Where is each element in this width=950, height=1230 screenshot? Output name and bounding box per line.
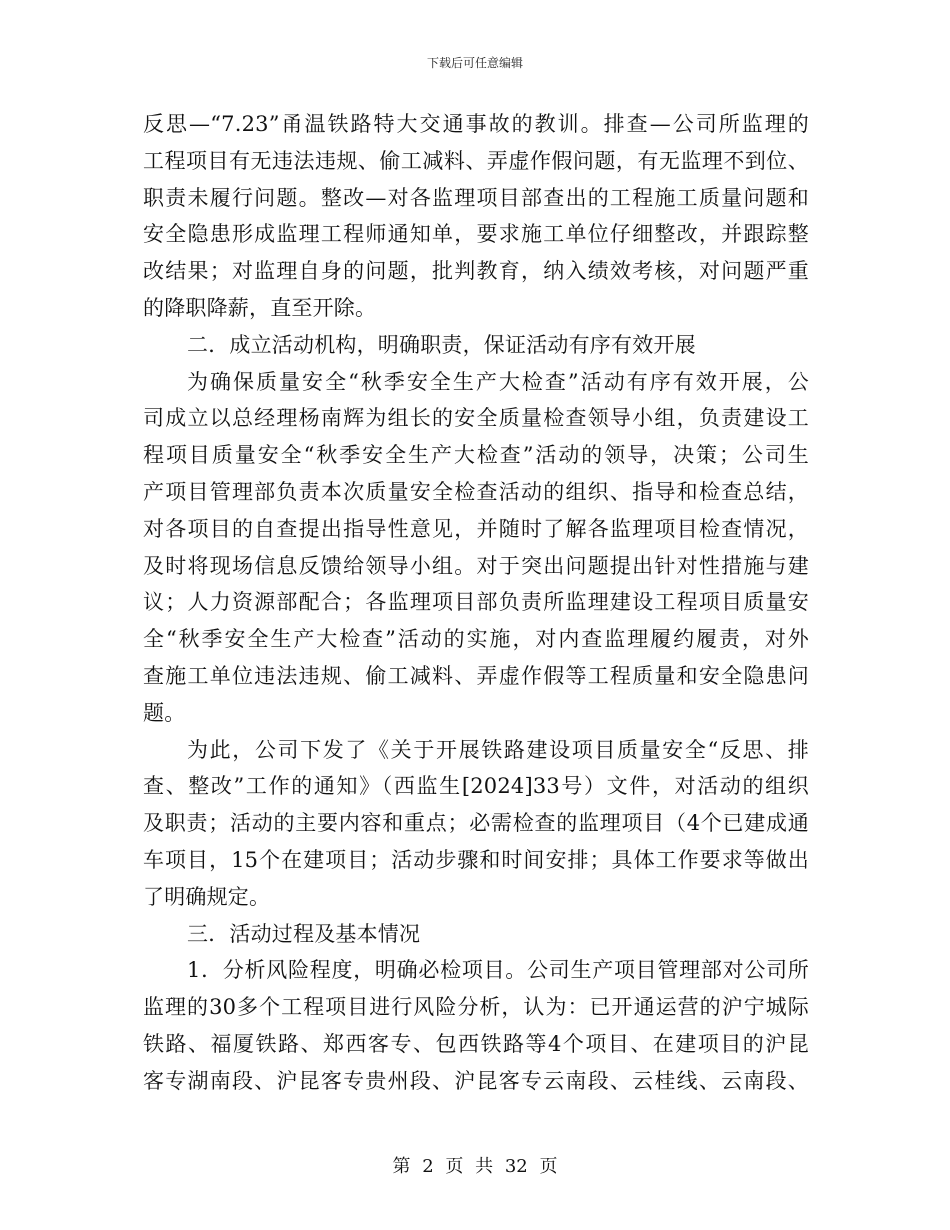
text-line: 对各项目的自查提出指导性意见，并随时了解各监理项目检查情况， — [143, 516, 809, 541]
text-line: 工程项目有无违法违规、偷工减料、弄虚作假问题，有无监理不到位、 — [143, 148, 809, 173]
text-line: 的降职降薪，直至开除。 — [143, 295, 377, 320]
text-line: 为确保质量安全“秋季安全生产大检查”活动有序有效开展，公 — [187, 369, 809, 394]
text-line: 客专湖南段、沪昆客专贵州段、沪昆客专云南段、云桂线、云南段、 — [143, 1068, 809, 1093]
text-line: 全“秋季安全生产大检查”活动的实施，对内查监理履约履责，对外 — [143, 627, 809, 652]
text-line: 反思—“7.23”甬温铁路特大交通事故的教训。排查—公司所监理的 — [143, 112, 809, 136]
text-line: 及职责；活动的主要内容和重点；必需检查的监理项目（4个已建成通 — [143, 811, 809, 836]
text-line: 铁路、福厦铁路、郑西客专、包西铁路等4个项目、在建项目的沪昆 — [143, 1031, 809, 1056]
text-line: 了明确规定。 — [143, 884, 271, 909]
section-heading: 三．活动过程及基本情况 — [187, 921, 421, 946]
text-line: 改结果；对监理自身的问题，批判教育，纳入绩效考核，对问题严重 — [143, 259, 809, 284]
text-line: 安全隐患形成监理工程师通知单，要求施工单位仔细整改，并跟踪整 — [143, 222, 809, 247]
text-line: 为此，公司下发了《关于开展铁路建设项目质量安全“反思、排 — [187, 737, 809, 762]
text-line: 议；人力资源部配合；各监理项目部负责所监理建设工程项目质量安 — [143, 590, 809, 615]
text-line: 程项目质量安全“秋季安全生产大检查”活动的领导，决策；公司生 — [143, 443, 809, 468]
page-footer: 第 2 页 共 32 页 — [392, 1156, 558, 1177]
text-line: 车项目，15个在建项目；活动步骤和时间安排；具体工作要求等做出 — [143, 847, 809, 872]
text-line: 及时将现场信息反馈给领导小组。对于突出问题提出针对性措施与建 — [143, 553, 809, 578]
text-line: 题。 — [143, 700, 186, 725]
text-line: 职责未履行问题。整改—对各监理项目部查出的工程施工质量问题和 — [143, 185, 809, 210]
text-line: 监理的30多个工程项目进行风险分析，认为：已开通运营的沪宁城际 — [143, 995, 809, 1020]
text-line: 1．分析风险程度，明确必检项目。公司生产项目管理部对公司所 — [187, 958, 809, 983]
text-line: 产项目管理部负责本次质量安全检查活动的组织、指导和检查总结， — [143, 479, 809, 504]
page-header: 下载后可任意编辑 — [426, 56, 523, 70]
text-line: 查施工单位违法违规、偷工减料、弄虚作假等工程质量和安全隐患问 — [143, 663, 809, 688]
body-text — [143, 106, 809, 1100]
text-line: 司成立以总经理杨南辉为组长的安全质量检查领导小组，负责建设工 — [143, 406, 809, 431]
section-heading: 二．成立活动机构，明确职责，保证活动有序有效开展 — [187, 332, 696, 357]
text-line: 查、整改”工作的通知》（西监生[2024]33号）文件，对活动的组织 — [143, 774, 809, 799]
